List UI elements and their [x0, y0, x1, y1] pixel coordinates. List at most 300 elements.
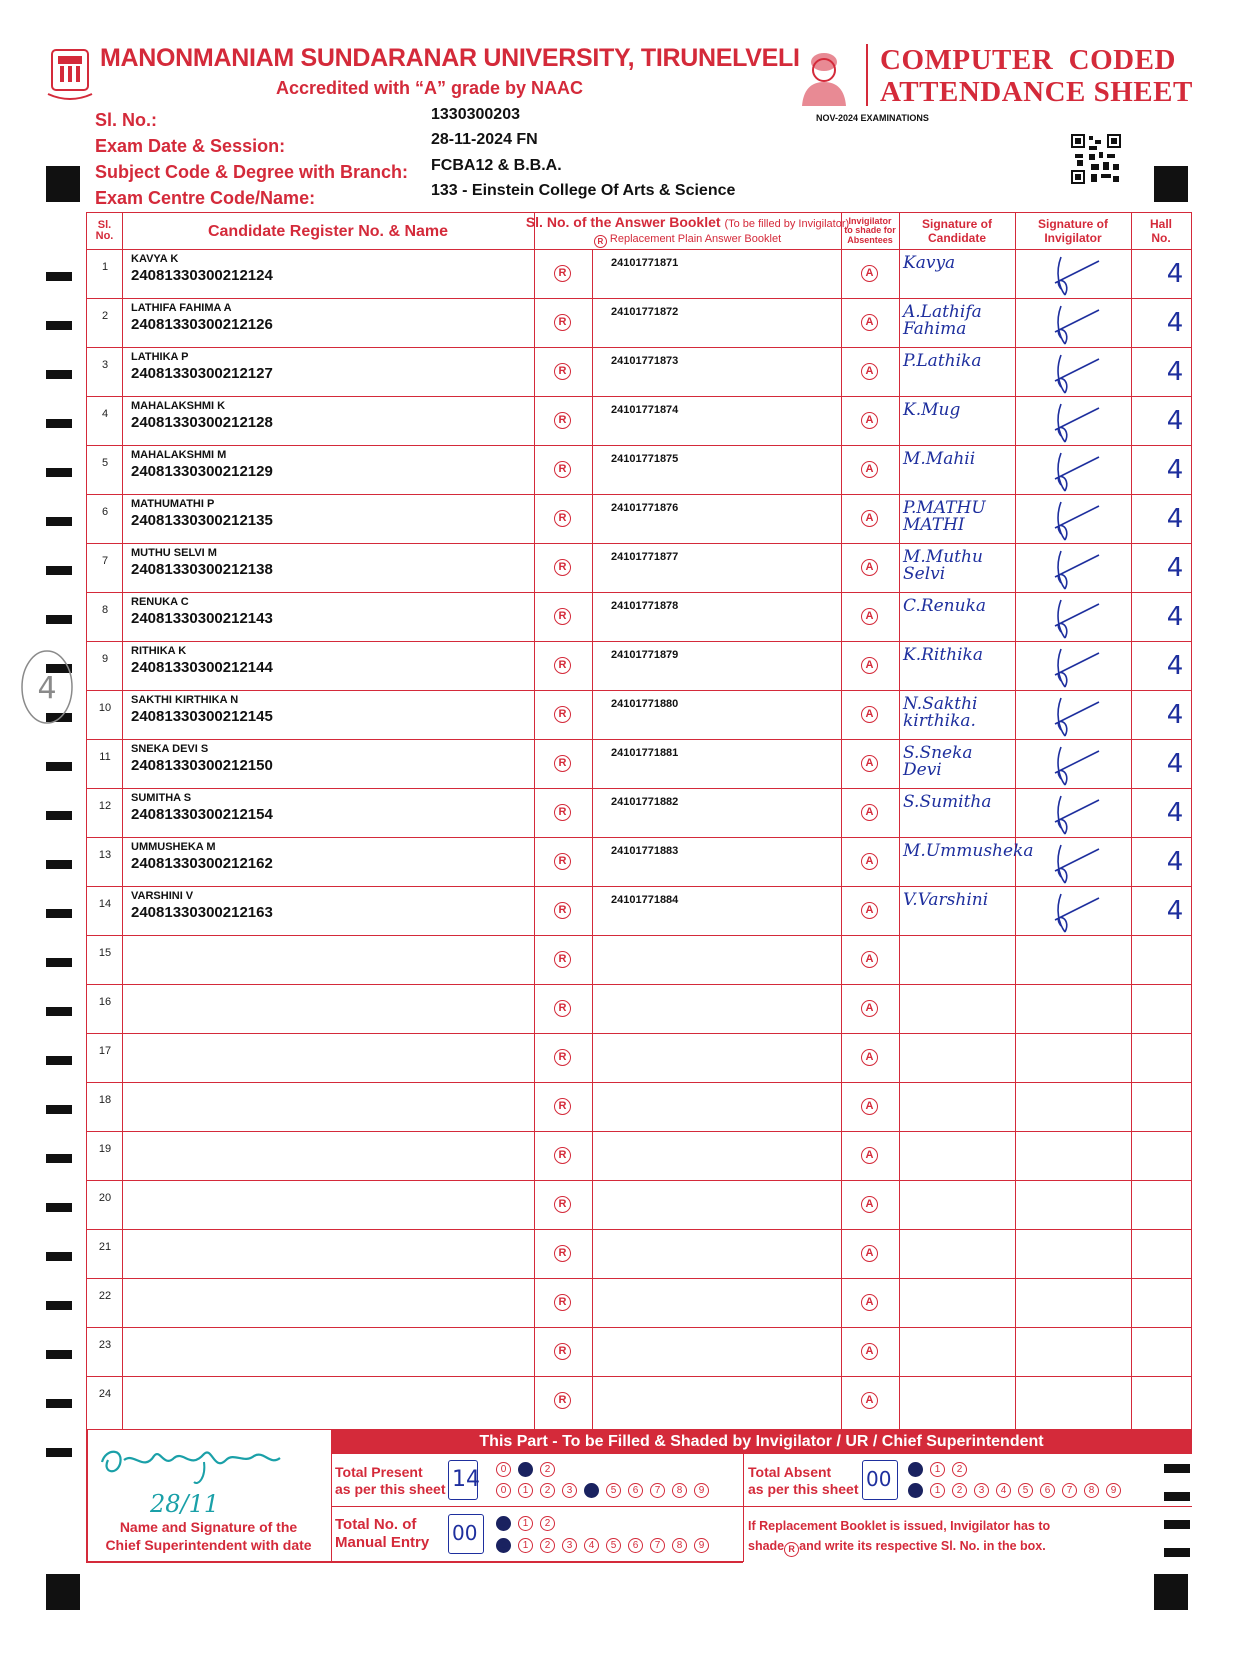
invigilator-signature [1055, 551, 1099, 589]
manual-entry-box[interactable] [448, 1514, 484, 1554]
digit-bubble[interactable]: 0 [908, 1483, 923, 1498]
col-header-inv-sign-line1: Signature of [1037, 217, 1108, 231]
total-present-label-line2: as per this sheet [335, 1481, 446, 1497]
digit-bubble[interactable]: 7 [650, 1538, 665, 1553]
booklet-number: 24101771880 [611, 698, 679, 710]
booklet-number: 24101771875 [611, 453, 679, 465]
section-border [331, 1430, 332, 1562]
candidate-name: LATHIKA P [131, 351, 189, 363]
absentee-bubble[interactable]: A [861, 559, 878, 576]
digit-bubble[interactable]: 7 [650, 1483, 665, 1498]
digit-bubble[interactable]: 5 [606, 1483, 621, 1498]
university-name: MANONMANIAM SUNDARANAR UNIVERSITY, TIRUNELVELI [100, 44, 800, 72]
candidate-signature-line1: K.Rithika [903, 645, 983, 665]
invigilator-signature [1055, 845, 1099, 883]
col-header-cand-sign-line2: Candidate [927, 231, 986, 245]
replacement-bubble[interactable]: R [554, 706, 571, 723]
absentee-bubble[interactable]: A [861, 1147, 878, 1164]
candidate-signature-line1: M.Muthu [903, 547, 983, 567]
invigilator-signature [1055, 306, 1099, 344]
replacement-bubble[interactable]: R [554, 951, 571, 968]
digit-bubble[interactable]: 2 [540, 1538, 555, 1553]
total-present-label-line1: Total Present [335, 1464, 423, 1480]
row-number: 7 [101, 555, 109, 567]
candidate-signature-line1: K.Mug [903, 400, 961, 420]
timing-mark [46, 370, 72, 379]
row-divider [87, 1033, 1191, 1034]
replacement-bubble[interactable]: R [554, 755, 571, 772]
absentee-bubble[interactable]: A [861, 1098, 878, 1115]
col-header-booklet-note: (To be filled by Invigilator) [724, 217, 850, 230]
hall-number: 4 [1166, 602, 1184, 632]
booklet-number: 24101771876 [611, 502, 679, 514]
invigilator-signature [1055, 257, 1099, 295]
table-row [87, 1180, 1191, 1229]
invigilator-signature [1055, 355, 1099, 393]
digit-bubble[interactable]: 0 [496, 1516, 511, 1531]
absentee-bubble[interactable]: A [861, 657, 878, 674]
candidate-signature-line1: N.Sakthi [903, 694, 978, 714]
candidate-signature-line2: MATHI [903, 515, 965, 535]
timing-mark [46, 1007, 72, 1016]
row-divider [87, 1278, 1191, 1279]
absentee-bubble[interactable]: A [861, 1000, 878, 1017]
hall-number: 4 [1166, 896, 1184, 926]
row-number: 4 [101, 408, 109, 420]
row-divider [87, 1131, 1191, 1132]
table-row [87, 1376, 1191, 1425]
row-number: 10 [98, 702, 112, 714]
replacement-note-shade: shade [748, 1539, 785, 1553]
digit-bubble[interactable]: 1 [518, 1483, 533, 1498]
table-row [87, 935, 1191, 984]
replacement-bubble[interactable]: R [554, 1049, 571, 1066]
timing-mark [46, 1448, 72, 1457]
booklet-number: 24101771874 [611, 404, 679, 416]
candidate-register-no: 24081330300212129 [131, 463, 273, 480]
timing-mark [46, 566, 72, 575]
col-header-candidate: Candidate Register No. & Name [207, 222, 449, 240]
candidate-signature-line2: kirthika. [903, 711, 976, 731]
replacement-bubble[interactable]: R [554, 1294, 571, 1311]
digit-bubble[interactable]: 0 [496, 1483, 511, 1498]
candidate-name: VARSHINI V [131, 890, 194, 902]
digit-bubble[interactable]: 4 [584, 1538, 599, 1553]
candidate-signature [903, 304, 982, 338]
timing-mark [46, 1252, 72, 1261]
col-header-sl-line2: No. [95, 230, 114, 242]
candidate-signature [903, 647, 983, 664]
timing-mark [46, 1056, 72, 1065]
candidate-register-no: 24081330300212144 [131, 659, 273, 676]
timing-mark [46, 811, 72, 820]
hall-number: 4 [1166, 847, 1184, 877]
replacement-bubble[interactable]: R [554, 804, 571, 821]
row-number: 2 [101, 310, 109, 322]
sheet-title-line2: ATTENDANCE SHEET [880, 76, 1193, 108]
candidate-register-no: 24081330300212154 [131, 806, 273, 823]
replacement-bubble[interactable]: R [554, 1343, 571, 1360]
total-present-value: 14 [452, 1467, 480, 1492]
hall-number: 4 [1166, 553, 1184, 583]
candidate-register-no: 24081330300212138 [131, 561, 273, 578]
manual-entry-value: 00 [452, 1521, 478, 1545]
digit-bubble[interactable]: 0 [908, 1462, 923, 1477]
hall-number: 4 [1166, 259, 1184, 289]
digit-bubble[interactable]: 9 [1106, 1483, 1121, 1498]
replacement-note [748, 1516, 1050, 1557]
row-number: 13 [98, 849, 112, 861]
absentee-bubble[interactable]: A [861, 314, 878, 331]
col-header-inv-sign-line2: Invigilator [1044, 231, 1102, 245]
r-bubble-icon: R [594, 235, 607, 248]
invigilator-signature [1055, 502, 1099, 540]
chief-superintendent-signature [94, 1442, 324, 1514]
replacement-bubble[interactable]: R [554, 853, 571, 870]
replacement-bubble[interactable]: R [554, 657, 571, 674]
row-divider [87, 1327, 1191, 1328]
absentee-bubble[interactable]: A [861, 412, 878, 429]
digit-bubble[interactable]: 4 [996, 1483, 1011, 1498]
table-row [87, 1033, 1191, 1082]
col-header-cand-sign-line1: Signature of [921, 217, 992, 231]
col-header-absentees [841, 213, 899, 249]
candidate-signature-line2: Selvi [903, 564, 946, 584]
candidate-signature-line1: C.Renuka [903, 596, 986, 616]
replacement-bubble[interactable]: R [554, 461, 571, 478]
row-number: 14 [98, 898, 112, 910]
timing-mark [46, 468, 72, 477]
title-divider [866, 44, 868, 106]
total-absent-box[interactable] [862, 1460, 898, 1500]
timing-mark [46, 909, 72, 918]
candidate-name: SUMITHA S [131, 792, 192, 804]
digit-bubble[interactable]: 8 [1084, 1483, 1099, 1498]
digit-bubble[interactable]: 9 [694, 1483, 709, 1498]
candidate-signature-line1: P.MATHU [903, 498, 986, 518]
candidate-signature [903, 500, 986, 534]
corner-timing-mark [1154, 1574, 1188, 1610]
hall-number: 4 [1166, 749, 1184, 779]
chief-label-line2: Chief Superintendent with date [105, 1537, 312, 1553]
candidate-name: KAVYA K [131, 253, 179, 265]
manual-entry-label-line2: Manual Entry [335, 1534, 430, 1551]
absentee-bubble[interactable]: A [861, 265, 878, 282]
candidate-name: MATHUMATHI P [131, 498, 215, 510]
invigilator-signature [1055, 649, 1099, 687]
row-number: 5 [101, 457, 109, 469]
candidate-signature [903, 451, 975, 468]
digit-bubble[interactable]: 8 [672, 1483, 687, 1498]
replacement-bubble[interactable]: R [554, 1392, 571, 1409]
timing-mark [46, 1350, 72, 1359]
corner-timing-mark [1154, 166, 1188, 202]
digit-bubble[interactable]: 0 [496, 1462, 511, 1477]
timing-mark [46, 1301, 72, 1310]
absentee-bubble[interactable]: A [861, 1294, 878, 1311]
booklet-number: 24101771878 [611, 600, 679, 612]
replacement-bubble[interactable]: R [554, 510, 571, 527]
digit-bubble[interactable]: 2 [952, 1483, 967, 1498]
row-divider [87, 1376, 1191, 1377]
exam-tag: NOV-2024 EXAMINATIONS [816, 113, 929, 123]
invigilator-signature [1055, 698, 1099, 736]
candidate-signature [903, 892, 988, 909]
row-divider [87, 1229, 1191, 1230]
absentee-bubble[interactable]: A [861, 951, 878, 968]
table-row [87, 984, 1191, 1033]
booklet-number: 24101771883 [611, 845, 679, 857]
replacement-bubble[interactable]: R [554, 1245, 571, 1262]
digit-bubble[interactable]: 2 [540, 1516, 555, 1531]
absentee-bubble[interactable]: A [861, 461, 878, 478]
timing-mark [46, 517, 72, 526]
hall-number: 4 [1166, 651, 1184, 681]
digit-bubble[interactable]: 6 [628, 1538, 643, 1553]
candidate-register-no: 24081330300212162 [131, 855, 273, 872]
qr-code-icon [1071, 134, 1121, 184]
absentee-bubble[interactable]: A [861, 1392, 878, 1409]
col-header-absent-line1: Invigilator [848, 215, 892, 226]
table-row [87, 1131, 1191, 1180]
accreditation-text: Accredited with “A” grade by NAAC [276, 78, 584, 98]
row-number: 17 [98, 1045, 112, 1057]
absentee-bubble[interactable]: A [861, 804, 878, 821]
replacement-bubble[interactable]: R [554, 412, 571, 429]
digit-bubble[interactable]: 1 [518, 1462, 533, 1477]
row-number: 19 [98, 1143, 112, 1155]
col-header-absent-line3: Absentees [847, 234, 893, 245]
invigilator-signature [1055, 796, 1099, 834]
digit-bubble[interactable]: 2 [952, 1462, 967, 1477]
candidate-register-no: 24081330300212145 [131, 708, 273, 725]
digit-bubble[interactable]: 1 [518, 1516, 533, 1531]
digit-bubble[interactable]: 9 [694, 1538, 709, 1553]
total-absent-label-line1: Total Absent [748, 1464, 832, 1480]
replacement-note-line1: If Replacement Booklet is issued, Invigilator has to [748, 1519, 1051, 1533]
row-number: 22 [98, 1290, 112, 1302]
margin-circled-note [18, 646, 76, 728]
timing-mark [46, 419, 72, 428]
candidate-signature [903, 402, 960, 419]
invigilator-signature [1055, 404, 1099, 442]
digit-bubble[interactable]: 2 [540, 1462, 555, 1477]
timing-mark [46, 958, 72, 967]
candidate-signature-line1: S.Sumitha [903, 792, 992, 812]
row-number: 3 [101, 359, 109, 371]
chief-superintendent-label [86, 1518, 331, 1554]
booklet-number: 24101771871 [611, 257, 679, 269]
candidate-signature [903, 549, 983, 583]
candidate-signature-line1: M.Ummusheka [903, 841, 1034, 861]
timing-mark [46, 860, 72, 869]
row-number: 18 [98, 1094, 112, 1106]
digit-bubble[interactable]: 6 [1040, 1483, 1055, 1498]
absentee-bubble[interactable]: A [861, 608, 878, 625]
hall-number: 4 [1166, 455, 1184, 485]
digit-bubble[interactable]: 8 [672, 1538, 687, 1553]
row-number: 20 [98, 1192, 112, 1204]
hall-number: 4 [1166, 357, 1184, 387]
col-header-booklet-sub: Replacement Plain Answer Booklet [609, 232, 782, 245]
row-number: 9 [101, 653, 109, 665]
candidate-name: LATHIFA FAHIMA A [131, 302, 232, 314]
total-absent-value: 00 [866, 1467, 892, 1491]
replacement-bubble[interactable]: R [554, 1147, 571, 1164]
candidate-signature [903, 794, 992, 811]
col-header-sl-no [87, 213, 122, 249]
row-number: 8 [101, 604, 109, 616]
invigilator-signature-scribbles [1015, 249, 1131, 939]
candidate-register-no: 24081330300212163 [131, 904, 273, 921]
section-border [331, 1506, 743, 1507]
digit-bubble[interactable]: 5 [606, 1538, 621, 1553]
corner-timing-mark [46, 1574, 80, 1610]
candidate-signature-line1: P.Lathika [903, 351, 982, 371]
col-header-hall-line1: Hall [1149, 217, 1172, 231]
absentee-bubble[interactable]: A [861, 1049, 878, 1066]
hall-number: 4 [1166, 406, 1184, 436]
absentee-bubble[interactable]: A [861, 363, 878, 380]
candidate-signature-line1: Kavya [903, 253, 956, 273]
absentee-bubble[interactable]: A [861, 853, 878, 870]
candidate-name: MUTHU SELVI M [131, 547, 217, 559]
field-label-exam-date: Exam Date & Session: [95, 136, 286, 156]
candidate-signature-line1: M.Mahii [903, 449, 976, 469]
candidate-signature-line2: Fahima [903, 319, 967, 339]
sheet-title [880, 44, 1193, 108]
field-label-centre: Exam Centre Code/Name: [95, 188, 316, 208]
candidate-name: MAHALAKSHMI M [131, 449, 227, 461]
replacement-bubble[interactable]: R [554, 1196, 571, 1213]
hall-number: 4 [1166, 798, 1184, 828]
row-divider [87, 984, 1191, 985]
row-divider [87, 1082, 1191, 1083]
hall-number: 4 [1166, 700, 1184, 730]
row-number: 23 [98, 1339, 112, 1351]
booklet-number: 24101771879 [611, 649, 679, 661]
field-value-sl-no: 1330300203 [431, 106, 520, 123]
candidate-name: RITHIKA K [131, 645, 187, 657]
timing-mark [46, 1154, 72, 1163]
field-value-centre: 133 - Einstein College Of Arts & Science [431, 182, 736, 199]
booklet-number: 24101771877 [611, 551, 679, 563]
replacement-note-line2: and write its respective Sl. No. in the box. [799, 1539, 1046, 1553]
absentee-bubble[interactable]: A [861, 902, 878, 919]
corner-timing-mark [46, 166, 80, 202]
replacement-bubble[interactable]: R [554, 1098, 571, 1115]
col-header-sl-line1: Sl. [97, 219, 112, 231]
candidate-signature [903, 255, 955, 272]
digit-bubble[interactable]: 1 [930, 1462, 945, 1477]
university-logo-icon [46, 46, 94, 104]
row-number: 24 [98, 1388, 112, 1400]
invigilator-signature [1055, 747, 1099, 785]
digit-bubble[interactable]: 7 [1062, 1483, 1077, 1498]
field-value-subject: FCBA12 & B.B.A. [431, 157, 562, 174]
replacement-bubble[interactable]: R [554, 363, 571, 380]
absentee-bubble[interactable]: A [861, 1196, 878, 1213]
absentee-bubble[interactable]: A [861, 755, 878, 772]
digit-bubble[interactable]: 3 [974, 1483, 989, 1498]
candidate-name: SAKTHI KIRTHIKA N [131, 694, 239, 706]
row-number: 16 [98, 996, 112, 1008]
digit-bubble[interactable]: 5 [1018, 1483, 1033, 1498]
digit-bubble[interactable]: 1 [930, 1483, 945, 1498]
timing-mark [46, 615, 72, 624]
hall-number: 4 [1166, 308, 1184, 338]
section-border [86, 1561, 743, 1563]
candidate-signature-line1: A.Lathifa [903, 302, 982, 322]
r-bubble-icon: R [784, 1542, 799, 1557]
invigilator-signature [1055, 453, 1099, 491]
col-header-booklet [525, 213, 850, 249]
sheet-title-line1: COMPUTER CODED [880, 44, 1176, 76]
section-border [743, 1506, 1192, 1507]
digit-bubble[interactable]: 0 [496, 1538, 511, 1553]
col-header-cand-sign [899, 213, 1015, 249]
absentee-bubble[interactable]: A [861, 510, 878, 527]
row-divider [87, 1180, 1191, 1181]
col-header-hall [1131, 213, 1191, 249]
table-row [87, 1082, 1191, 1131]
absentee-bubble[interactable]: A [861, 1245, 878, 1262]
row-number: 12 [98, 800, 112, 812]
replacement-bubble[interactable]: R [554, 559, 571, 576]
candidate-signature [903, 696, 978, 730]
invigilator-signature [1055, 894, 1099, 932]
replacement-bubble[interactable]: R [554, 902, 571, 919]
candidate-register-no: 24081330300212135 [131, 512, 273, 529]
absentee-bubble[interactable]: A [861, 706, 878, 723]
timing-mark [46, 1399, 72, 1408]
candidate-signature [903, 843, 1034, 860]
booklet-number: 24101771884 [611, 894, 679, 906]
candidate-register-no: 24081330300212124 [131, 267, 273, 284]
col-header-hall-line2: No. [1151, 231, 1171, 245]
total-present-box[interactable] [448, 1460, 478, 1500]
candidate-register-no: 24081330300212126 [131, 316, 273, 333]
digit-bubble[interactable]: 4 [584, 1483, 599, 1498]
absentee-bubble[interactable]: A [861, 1343, 878, 1360]
digit-bubble[interactable]: 1 [518, 1538, 533, 1553]
digit-bubble[interactable]: 6 [628, 1483, 643, 1498]
replacement-bubble[interactable]: R [554, 608, 571, 625]
founder-portrait-icon [792, 42, 856, 106]
booklet-number: 24101771881 [611, 747, 679, 759]
invigilator-section [86, 1430, 1192, 1562]
timing-mark [46, 762, 72, 771]
candidate-name: RENUKA C [131, 596, 189, 608]
row-number: 1 [101, 261, 109, 273]
candidate-signature [903, 745, 973, 779]
candidate-register-no: 24081330300212127 [131, 365, 273, 382]
row-number: 21 [98, 1241, 112, 1253]
replacement-bubble[interactable]: R [554, 1000, 571, 1017]
timing-mark [46, 321, 72, 330]
hall-number: 4 [1166, 504, 1184, 534]
digit-bubble[interactable]: 3 [562, 1483, 577, 1498]
replacement-bubble[interactable]: R [554, 314, 571, 331]
digit-bubble[interactable]: 2 [540, 1483, 555, 1498]
replacement-bubble[interactable]: R [554, 265, 571, 282]
field-value-exam-date: 28-11-2024 FN [431, 131, 538, 148]
total-absent-label-line2: as per this sheet [748, 1481, 859, 1497]
candidate-signature [903, 353, 981, 370]
booklet-number: 24101771872 [611, 306, 679, 318]
candidate-name: UMMUSHEKA M [131, 841, 216, 853]
digit-bubble[interactable]: 3 [562, 1538, 577, 1553]
